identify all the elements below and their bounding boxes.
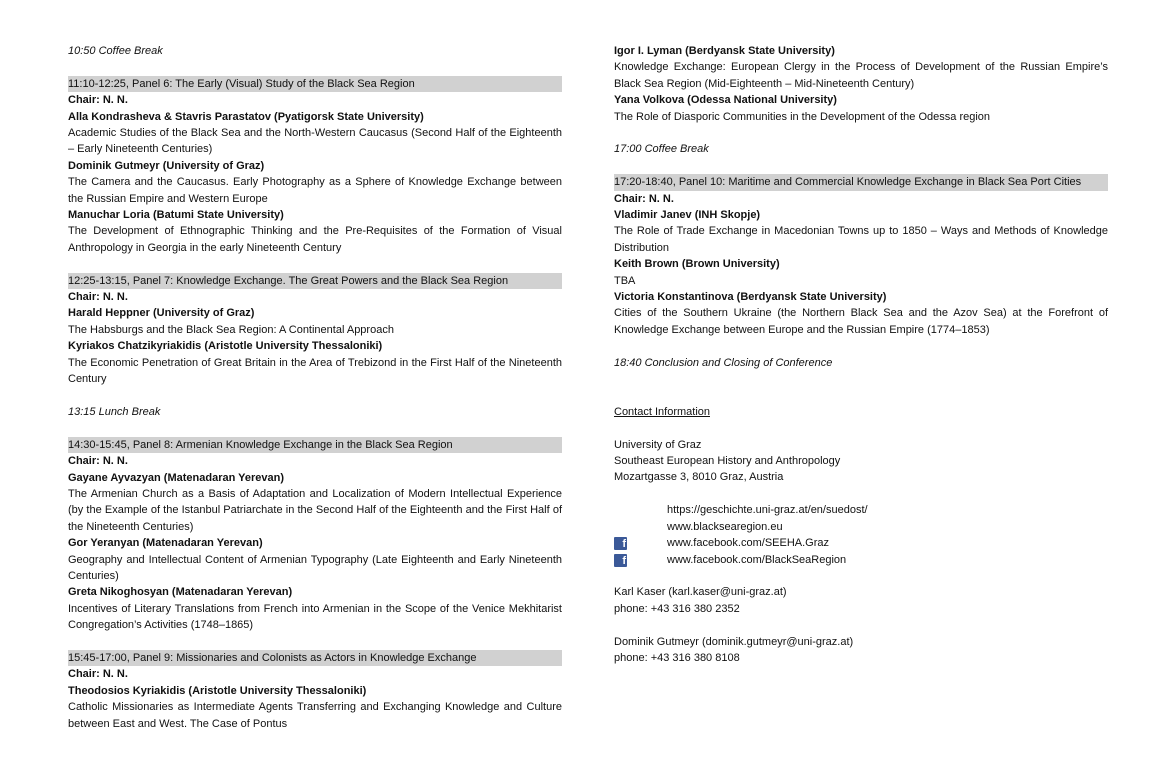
panel-header: 15:45-17:00, Panel 9: Missionaries and Colonists as Actors in Knowledge Exchange (68, 650, 562, 666)
closing-session: 18:40 Conclusion and Closing of Conference (614, 356, 833, 369)
panel-8 (68, 437, 562, 634)
talk-title: Knowledge Exchange: European Clergy in the Process of Development of the Russian Empire’s Black Sea Region (Mid-Eighteenth – Mid-Nineteenth Century) (614, 61, 1108, 90)
talk-title: Geography and Intellectual Content of Armenian Typography (Late Eighteenth and Early Nineteenth Centuries) (68, 553, 562, 582)
speaker: Gor Yeranyan (Matenadaran Yerevan) (68, 537, 263, 550)
speaker: Harald Heppner (University of Graz) (68, 307, 255, 320)
panel-header: 17:20-18:40, Panel 10: Maritime and Commercial Knowledge Exchange in Black Sea Port Cities (614, 174, 1108, 190)
link-text[interactable]: www.facebook.com/BlackSeaRegion (667, 553, 847, 566)
talk-title: The Habsburgs and the Black Sea Region: A Continental Approach (68, 323, 394, 336)
speaker: Alla Kondrasheva & Stavris Parastatov (Pyatigorsk State University) (68, 110, 424, 123)
panel-header: 14:30-15:45, Panel 8: Armenian Knowledge Exchange in the Black Sea Region (68, 437, 562, 453)
panel-9 (68, 650, 562, 732)
speaker: Greta Nikoghosyan (Matenadaran Yerevan) (68, 586, 293, 599)
talk-title: Incentives of Literary Translations from French into Armenian in the Scope of the Venice Mekhitarist Congregation’s Activities (1748–1865) (68, 602, 562, 632)
facebook-icon: f (614, 537, 627, 550)
contact-address-line: Mozartgasse 3, 8010 Graz, Austria (614, 471, 784, 484)
link-text[interactable]: www.facebook.com/SEEHA.Graz (667, 537, 830, 550)
panel-header: 11:10-12:25, Panel 6: The Early (Visual) Study of the Black Sea Region (68, 76, 562, 92)
panel-chair: Chair: N. N. (68, 455, 128, 468)
facebook-link-seeha[interactable] (614, 535, 1108, 551)
contact-person-phone: phone: +43 316 380 8108 (614, 651, 740, 664)
contact-section (614, 404, 1108, 666)
speaker: Yana Volkova (Odessa National University) (614, 94, 837, 107)
talk-title: Academic Studies of the Black Sea and the North-Western Caucasus (Second Half of the Eighteenth – Early Nineteenth Centuries) (68, 127, 562, 156)
coffee-break: 17:00 Coffee Break (614, 143, 709, 156)
contact-person-name: Karl Kaser (karl.kaser@uni-graz.at) (614, 586, 787, 599)
contact-address-line: University of Graz (614, 438, 702, 451)
speaker: Manuchar Loria (Batumi State University) (68, 209, 284, 222)
speaker: Theodosios Kyriakidis (Aristotle University Thessaloniki) (68, 684, 367, 697)
speaker: Keith Brown (Brown University) (614, 258, 780, 271)
contact-person-phone: phone: +43 316 380 2352 (614, 602, 740, 615)
speaker: Gayane Ayvazyan (Matenadaran Yerevan) (68, 471, 285, 484)
website-link-blacksea[interactable] (614, 519, 1108, 535)
panel-chair: Chair: N. N. (68, 94, 128, 107)
panel-chair: Chair: N. N. (68, 291, 128, 304)
speaker: Vladimir Janev (INH Skopje) (614, 209, 761, 222)
speaker: Kyriakos Chatzikyriakidis (Aristotle University Thessaloniki) (68, 340, 383, 353)
panel-header: 12:25-13:15, Panel 7: Knowledge Exchange. The Great Powers and the Black Sea Region (68, 273, 562, 289)
speaker: Dominik Gutmeyr (University of Graz) (68, 159, 265, 172)
talk-title: The Camera and the Caucasus. Early Photography as a Sphere of Knowledge Exchange between the Russian Empire and Western Europe (68, 176, 562, 205)
contact-address-line: Southeast European History and Anthropology (614, 455, 841, 468)
speaker: Igor I. Lyman (Berdyansk State University) (614, 45, 835, 57)
link-text[interactable]: https://geschichte.uni-graz.at/en/suedost/ (667, 504, 868, 517)
talk-title: The Armenian Church as a Basis of Adaptation and Localization of Modern Intellectual Experience (by the Example of the Istanbul Patriarchate in the Second Half of the Eighteenth and the First Half of the Nineteenth Centuries) (68, 487, 562, 533)
program-left-column (68, 43, 562, 732)
panel-chair: Chair: N. N. (614, 192, 674, 205)
program-right-column (614, 43, 1108, 666)
talk-title: The Role of Diasporic Communities in the Development of the Odessa region (614, 110, 991, 123)
panel-chair: Chair: N. N. (68, 668, 128, 681)
panel-10 (614, 174, 1108, 338)
talk-title: TBA (614, 274, 636, 287)
talk-title: Cities of the Southern Ukraine (the Northern Black Sea and the Azov Sea) at the Forefront of Knowledge Exchange between Europe and the Russian Empire (1774–1853) (614, 307, 1108, 336)
talk-title: The Development of Ethnographic Thinking and the Pre-Requisites of the Formation of Visual Anthropology in Georgia in the early Nineteenth Century (68, 225, 562, 254)
talk-title: The Economic Penetration of Great Britain in the Area of Trebizond in the First Half of the Nineteenth Century (68, 356, 562, 386)
facebook-link-blacksea[interactable] (614, 552, 1108, 568)
contact-person-name: Dominik Gutmeyr (dominik.gutmeyr@uni-graz.at) (614, 635, 854, 648)
panel-6 (68, 76, 562, 256)
website-link-uni[interactable] (614, 502, 1108, 518)
talk-title: Catholic Missionaries as Intermediate Agents Transferring and Exchanging Knowledge and Culture between East and West. The Case of Pontus (68, 701, 562, 730)
coffee-break: 10:50 Coffee Break (68, 45, 163, 57)
panel-9-continued (614, 43, 1108, 125)
link-text[interactable]: www.blacksearegion.eu (667, 520, 783, 533)
talk-title: The Role of Trade Exchange in Macedonian Towns up to 1850 – Ways and Methods of Knowledge Distribution (614, 225, 1108, 254)
contact-title: Contact Information (614, 405, 710, 418)
facebook-icon: f (614, 554, 627, 567)
lunch-break: 13:15 Lunch Break (68, 405, 161, 418)
speaker: Victoria Konstantinova (Berdyansk State University) (614, 291, 887, 304)
panel-7 (68, 273, 562, 388)
